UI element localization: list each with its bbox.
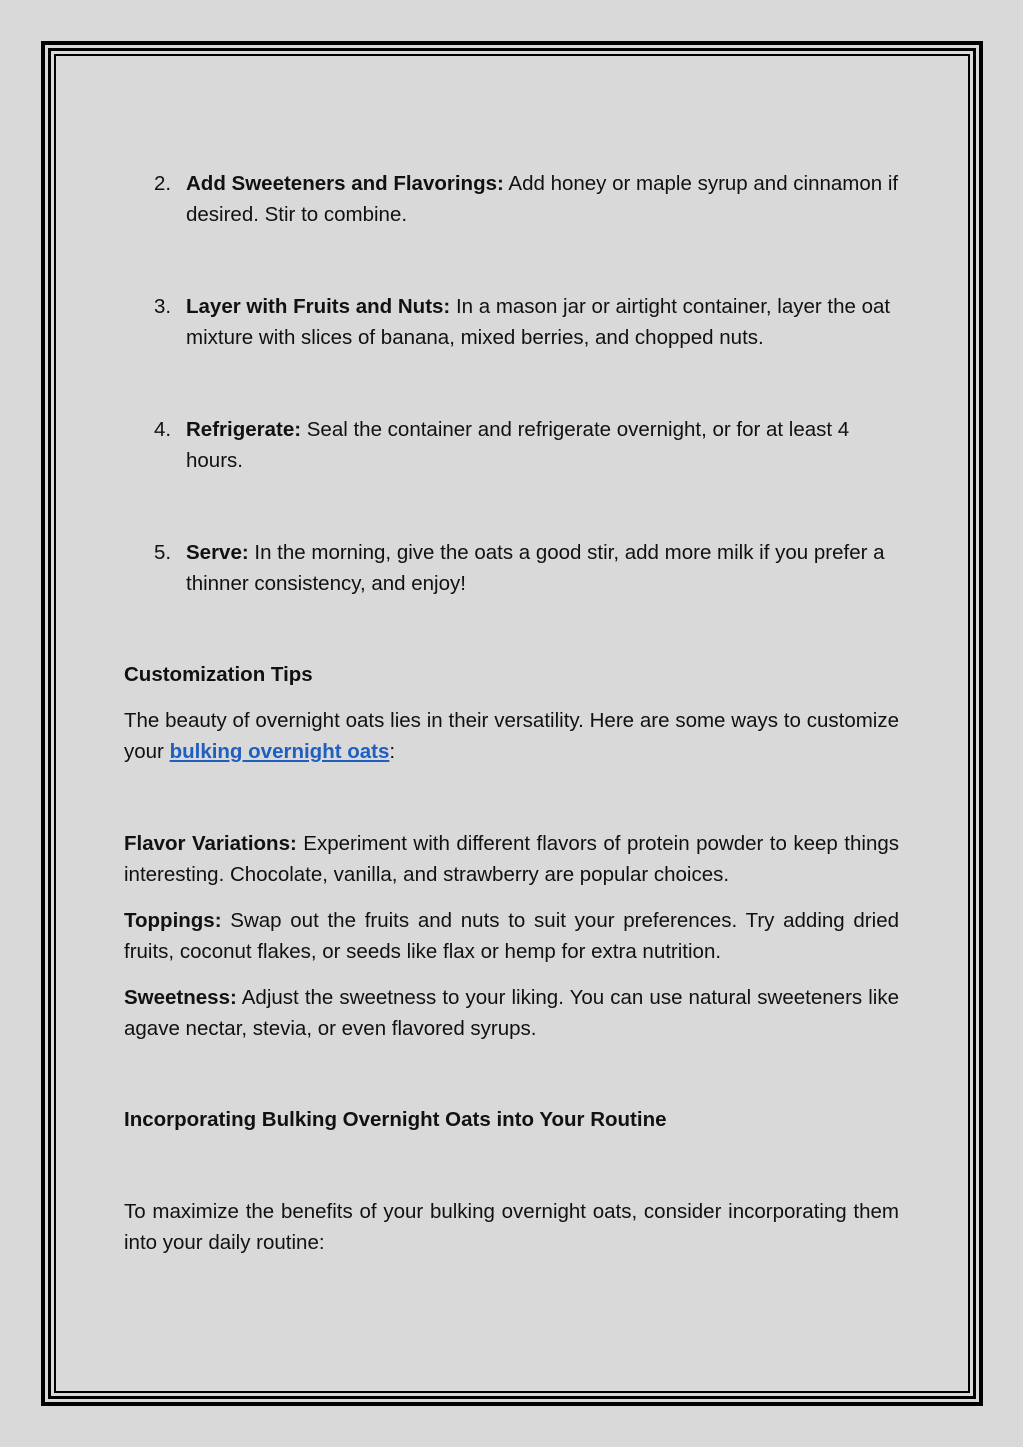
- tip-paragraph: [124, 982, 899, 1044]
- list-item-title: Add Sweeteners and Flavorings:: [186, 172, 504, 195]
- list-item-body: Seal the container and refrigerate overnight, or for at least 4 hours.: [186, 418, 850, 472]
- list-item-title: Layer with Fruits and Nuts:: [186, 295, 451, 318]
- list-item-body: In a mason jar or airtight container, layer the oat mixture with slices of banana, mixed berries, and chopped nuts.: [186, 295, 891, 349]
- tip-title: Sweetness:: [124, 986, 237, 1009]
- list-item-text: [186, 414, 899, 476]
- list-item-body: In the morning, give the oats a good stir, add more milk if you prefer a thinner consistency, and enjoy!: [186, 541, 885, 595]
- list-item: [124, 291, 899, 353]
- list-item-number: 3.: [154, 295, 172, 318]
- intro-text-end: :: [389, 740, 396, 763]
- list-item-body: Add honey or maple syrup and cinnamon if desired. Stir to combine.: [186, 172, 899, 226]
- list-item-text: [186, 168, 899, 230]
- tip-paragraph: [124, 828, 899, 890]
- list-item-text: [186, 291, 899, 353]
- list-item: [124, 414, 899, 476]
- tip-title: Toppings:: [124, 909, 222, 932]
- tip-text: Swap out the fruits and nuts to suit your preferences. Try adding dried fruits, coconut flakes, or seeds like flax or hemp for extra nutrition.: [124, 909, 899, 963]
- list-item-title: Refrigerate:: [186, 418, 302, 441]
- list-item-number: 5.: [154, 541, 172, 564]
- list-item-title: Serve:: [186, 541, 249, 564]
- tip-text: Adjust the sweetness to your liking. You can use natural sweeteners like agave nectar, stevia, or even flavored syrups.: [124, 986, 899, 1040]
- intro-text: The beauty of overnight oats lies in their versatility. Here are some ways to customize your: [124, 709, 899, 763]
- routine-paragraph: To maximize the benefits of your bulking overnight oats, consider incorporating them into your daily routine:: [124, 1200, 899, 1254]
- list-item-text: [186, 537, 899, 599]
- section-heading-customization: Customization Tips: [124, 663, 313, 686]
- list-item: [124, 537, 899, 599]
- document-content: [124, 168, 899, 1258]
- tip-text: Experiment with different flavors of protein powder to keep things interesting. Chocolate, vanilla, and strawberry are popular choices.: [124, 832, 899, 886]
- bulking-overnight-oats-link[interactable]: bulking overnight oats: [169, 740, 390, 763]
- list-item-number: 4.: [154, 418, 172, 441]
- tip-title: Flavor Variations:: [124, 832, 297, 855]
- section-heading-routine: Incorporating Bulking Overnight Oats into Your Routine: [124, 1108, 667, 1131]
- list-item-number: 2.: [154, 172, 172, 195]
- customization-intro: [124, 705, 899, 767]
- list-item: [124, 168, 899, 230]
- tip-paragraph: [124, 905, 899, 967]
